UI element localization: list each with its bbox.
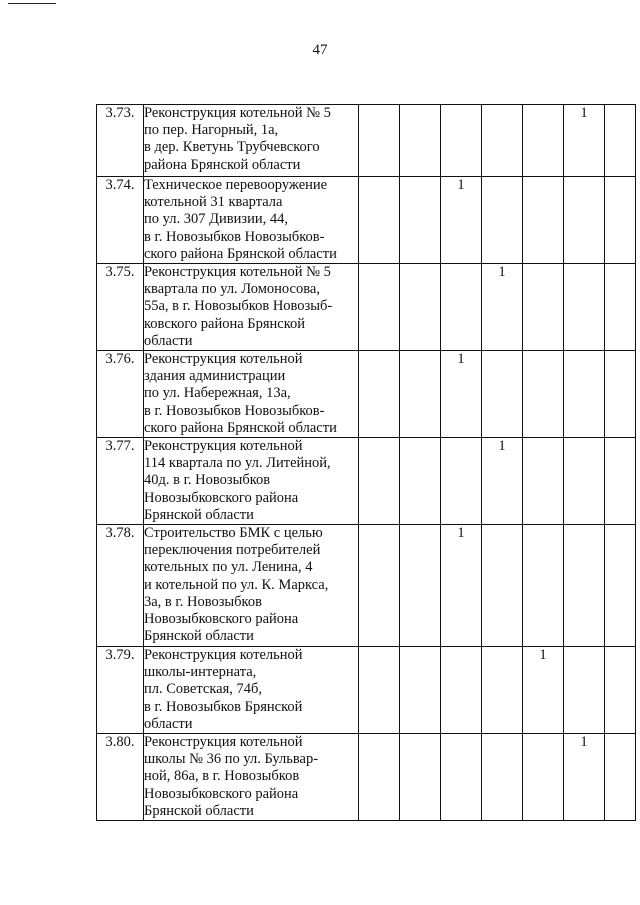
description-line: по ул. 307 Дивизии, 44, [144, 211, 288, 228]
project-table [96, 104, 636, 821]
year-mark-cell [359, 177, 400, 264]
description-line: здания администрации [144, 368, 286, 385]
description-line: Брянской области [144, 628, 254, 645]
year-mark-cell [482, 734, 523, 821]
table-row [97, 264, 636, 351]
year-mark-cell [482, 525, 523, 647]
description-line: Новозыбковского района [144, 785, 299, 802]
description-line: 40д. в г. Новозыбков [144, 472, 271, 489]
description-line: 3а, в г. Новозыбков [144, 593, 262, 610]
year-mark-cell [400, 177, 441, 264]
description-line: Строительство БМК с целью [144, 525, 323, 542]
row-description [144, 177, 359, 264]
description-line: Реконструкция котельной [144, 647, 303, 664]
description-line: в дер. Кветунь Трубчевского [144, 139, 320, 156]
row-number: 3.80. [97, 734, 144, 821]
description-line: школы-интерната, [144, 664, 257, 681]
year-mark-cell [523, 734, 564, 821]
page-number: 47 [312, 42, 328, 58]
year-mark-cell: 1 [482, 264, 523, 351]
description-line: в г. Новозыбков Новозыбков- [144, 402, 325, 419]
year-mark-cell [400, 525, 441, 647]
year-mark-cell [400, 105, 441, 177]
year-mark-cell: 1 [564, 105, 605, 177]
row-description [144, 647, 359, 734]
year-mark-cell [359, 734, 400, 821]
row-number: 3.73. [97, 105, 144, 177]
row-description [144, 438, 359, 525]
corner-rule [8, 0, 56, 4]
row-number: 3.76. [97, 351, 144, 438]
description-line: ной, 86а, в г. Новозыбков [144, 768, 300, 785]
year-mark-cell [359, 438, 400, 525]
description-line: области [144, 332, 193, 349]
description-line: ковского района Брянской [144, 315, 306, 332]
row-number: 3.77. [97, 438, 144, 525]
year-mark-cell [605, 264, 636, 351]
table-row [97, 177, 636, 264]
year-mark-cell: 1 [564, 734, 605, 821]
description-line: 55а, в г. Новозыбков Новозыб- [144, 298, 333, 315]
year-mark-cell [523, 438, 564, 525]
description-line: ского района Брянской области [144, 245, 337, 262]
table-row [97, 647, 636, 734]
year-mark-cell [564, 177, 605, 264]
year-mark-cell [523, 525, 564, 647]
year-mark-cell [605, 525, 636, 647]
description-line: Реконструкция котельной [144, 351, 303, 368]
year-mark-cell [482, 105, 523, 177]
year-mark-cell [400, 351, 441, 438]
description-line: Реконструкция котельной № 5 [144, 264, 331, 281]
year-mark-cell [359, 264, 400, 351]
description-line: области [144, 715, 193, 732]
table-row [97, 525, 636, 647]
description-line: пл. Советская, 74б, [144, 681, 262, 698]
year-mark-cell [523, 105, 564, 177]
description-line: Брянской области [144, 506, 254, 523]
description-line: Новозыбковского района [144, 489, 299, 506]
year-mark-cell [400, 647, 441, 734]
year-mark-cell [441, 105, 482, 177]
year-mark-cell [564, 438, 605, 525]
row-number: 3.79. [97, 647, 144, 734]
year-mark-cell [482, 177, 523, 264]
description-line: котельных по ул. Ленина, 4 [144, 559, 313, 576]
year-mark-cell: 1 [523, 647, 564, 734]
row-description [144, 351, 359, 438]
year-mark-cell [605, 734, 636, 821]
table-row [97, 438, 636, 525]
table-row [97, 351, 636, 438]
table-row [97, 105, 636, 177]
description-line: ского района Брянской области [144, 419, 337, 436]
year-mark-cell [482, 351, 523, 438]
year-mark-cell [605, 351, 636, 438]
year-mark-cell [564, 351, 605, 438]
row-number: 3.75. [97, 264, 144, 351]
year-mark-cell [441, 647, 482, 734]
year-mark-cell [441, 734, 482, 821]
description-line: района Брянской области [144, 156, 301, 173]
year-mark-cell [605, 647, 636, 734]
description-line: в г. Новозыбков Брянской [144, 698, 303, 715]
description-line: Реконструкция котельной [144, 438, 303, 455]
year-mark-cell [359, 351, 400, 438]
year-mark-cell: 1 [482, 438, 523, 525]
description-line: 114 квартала по ул. Литейной, [144, 455, 331, 472]
year-mark-cell: 1 [441, 525, 482, 647]
year-mark-cell [359, 525, 400, 647]
year-mark-cell [400, 264, 441, 351]
year-mark-cell [605, 105, 636, 177]
row-description [144, 264, 359, 351]
description-line: Реконструкция котельной [144, 734, 303, 751]
year-mark-cell [441, 264, 482, 351]
row-number: 3.74. [97, 177, 144, 264]
year-mark-cell [400, 438, 441, 525]
description-line: Реконструкция котельной № 5 [144, 105, 331, 121]
description-line: Новозыбковского района [144, 611, 299, 628]
description-line: по пер. Нагорный, 1а, [144, 122, 279, 139]
description-line: по ул. Набережная, 13а, [144, 385, 291, 402]
year-mark-cell [564, 264, 605, 351]
description-line: переключения потребителей [144, 542, 321, 559]
year-mark-cell [441, 438, 482, 525]
row-description [144, 105, 359, 177]
year-mark-cell [564, 647, 605, 734]
description-line: квартала по ул. Ломоносова, [144, 281, 320, 298]
description-line: котельной 31 квартала [144, 194, 283, 211]
table-row [97, 734, 636, 821]
year-mark-cell [523, 264, 564, 351]
row-number: 3.78. [97, 525, 144, 647]
year-mark-cell [359, 105, 400, 177]
description-line: Техническое перевооружение [144, 177, 328, 193]
year-mark-cell [605, 177, 636, 264]
year-mark-cell [605, 438, 636, 525]
description-line: Брянской области [144, 802, 254, 819]
description-line: и котельной по ул. К. Маркса, [144, 576, 329, 593]
year-mark-cell: 1 [441, 351, 482, 438]
year-mark-cell [564, 525, 605, 647]
year-mark-cell [523, 177, 564, 264]
description-line: в г. Новозыбков Новозыбков- [144, 228, 325, 245]
row-description [144, 734, 359, 821]
row-description [144, 525, 359, 647]
year-mark-cell [523, 351, 564, 438]
description-line: школы № 36 по ул. Бульвар- [144, 751, 319, 768]
year-mark-cell: 1 [441, 177, 482, 264]
year-mark-cell [359, 647, 400, 734]
year-mark-cell [400, 734, 441, 821]
year-mark-cell [482, 647, 523, 734]
